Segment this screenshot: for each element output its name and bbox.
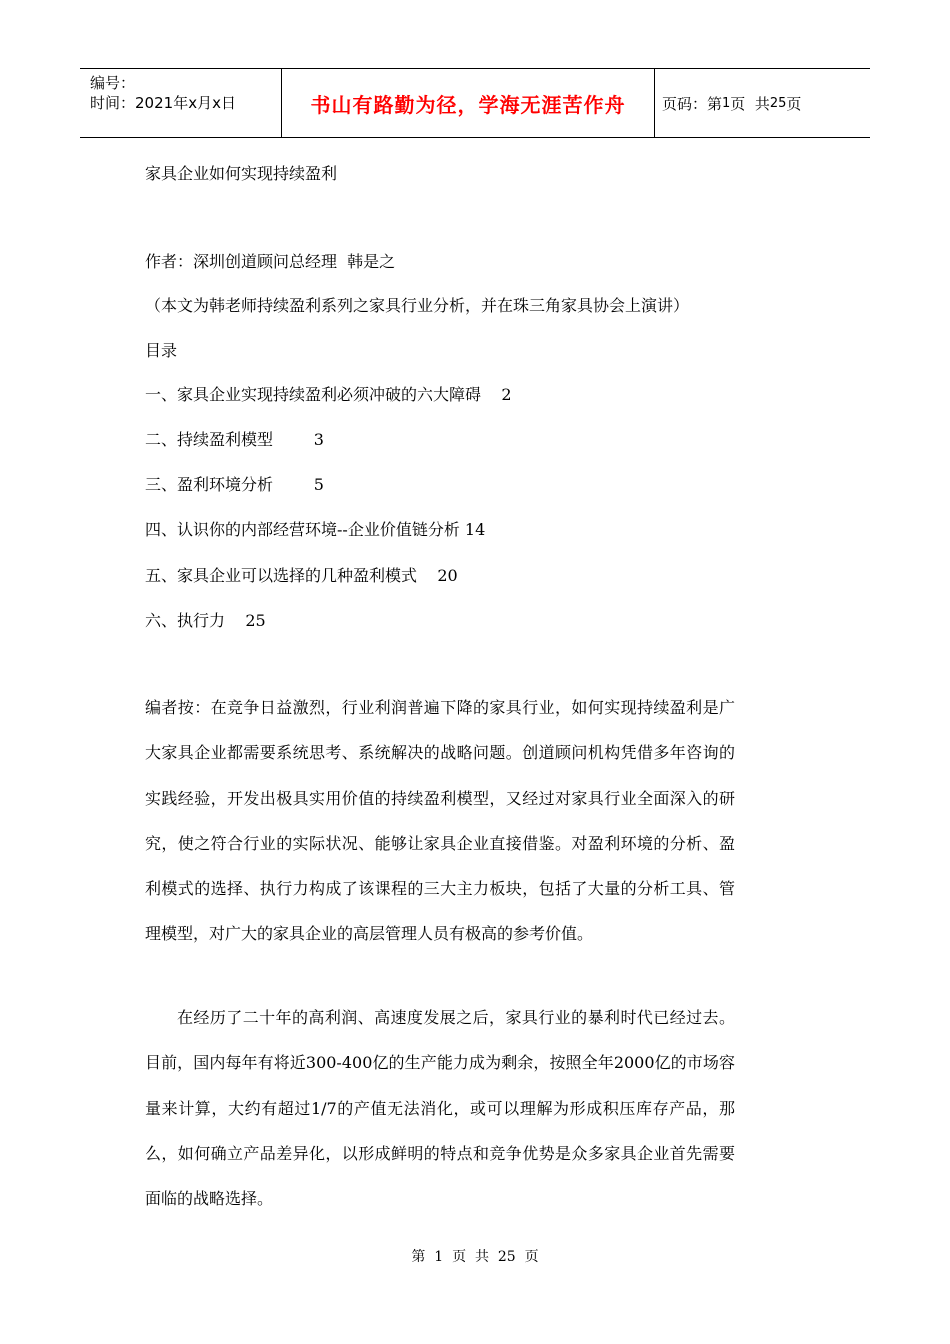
- toc-item-3: 三、盈利环境分析 5: [145, 475, 324, 494]
- toc-item-6: 六、执行力 25: [145, 611, 266, 630]
- page-label-mid: 页 共: [730, 94, 770, 113]
- header-page-number: [662, 69, 801, 137]
- page-header: [80, 68, 870, 138]
- toc-item-5: 五、家具企业可以选择的几种盈利模式 20: [145, 566, 458, 585]
- author-line: 作者：深圳创道顾问总经理 韩是之: [145, 252, 396, 271]
- header-meta: [90, 73, 280, 113]
- toc-heading: 目录: [145, 341, 178, 360]
- time-line: [90, 93, 280, 113]
- page-footer: 第 1 页 共 25 页: [411, 1249, 539, 1265]
- editor-note: 编者按：在竞争日益激烈，行业利润普遍下降的家具行业，如何实现持续盈利是广大家具企业都需要系统思考、系统解决的战略问题。创道顾问机构凭借多年咨询的实践经验，开发出极具实用价值的持续盈利模型，又经过对家具行业全面深入的研究，使之符合行业的实际状况、能够让家具企业直接借鉴。对盈利环境的分析、盈利模式的选择、执行力构成了该课程的三大主力板块，包括了大量的分析工具、管理模型，对广大的家具企业的高层管理人员有极高的参考价值。: [145, 698, 735, 944]
- toc-item-1: 一、家具企业实现持续盈利必须冲破的六大障碍 2: [145, 385, 512, 404]
- header-motto: 书山有路勤为径，学海无涯苦作舟: [310, 92, 626, 117]
- document-title: 家具企业如何实现持续盈利: [145, 164, 338, 183]
- page-label-suffix: 页: [786, 94, 802, 113]
- document-note: （本文为韩老师持续盈利系列之家具行业分析，并在珠三角家具协会上演讲）: [145, 296, 690, 315]
- header-divider-right: [654, 69, 655, 137]
- page-label-prefix: 页码：第: [662, 94, 723, 113]
- body-paragraph: 在经历了二十年的高利润、高速度发展之后，家具行业的暴利时代已经过去。目前，国内每年有将近300-400亿的生产能力成为剩余，按照全年2000亿的市场容量来计算，大约有超过1/7的产值无法消化，或可以理解为形成积压库存产品，那么，如何确立产品差异化，以形成鲜明的特点和竞争优势是众多家具企业首先需要面临的战略选择。: [145, 1008, 735, 1209]
- toc-item-2: 二、持续盈利模型 3: [145, 430, 324, 449]
- time-label: 时间：: [90, 94, 136, 112]
- page-current: 1: [722, 95, 731, 111]
- toc-item-4: 四、认识你的内部经营环境--企业价值链分析 14: [145, 520, 486, 539]
- time-value: 2021年x月x日: [135, 94, 236, 112]
- page-total: 25: [769, 95, 787, 111]
- code-label: 编号：: [90, 74, 136, 92]
